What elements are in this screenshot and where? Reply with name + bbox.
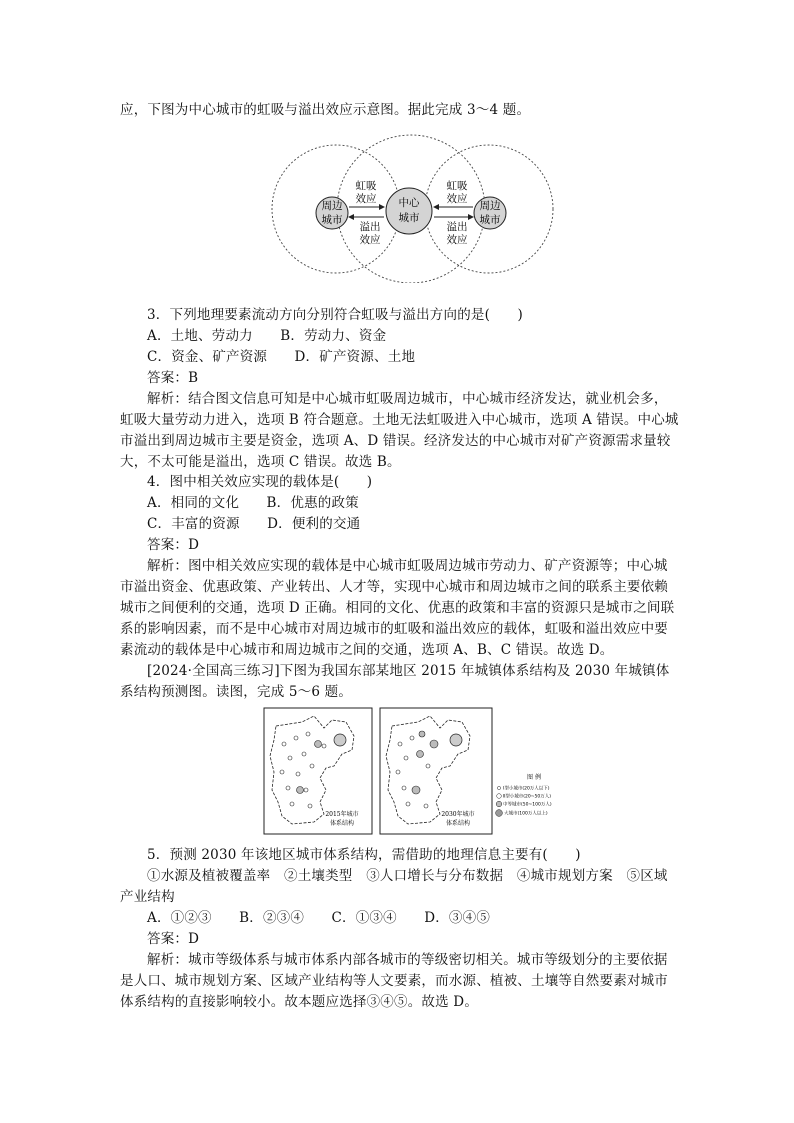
center-city-node xyxy=(386,188,432,234)
q5-items-1: ①水源及植被覆盖率 ②土壤类型 ③人口增长与分布数据 ④城市规划方案 ⑤区域 xyxy=(147,868,668,884)
left-spill-label-2: 效应 xyxy=(359,234,381,246)
center-city-label-1: 中心 xyxy=(398,197,420,209)
q3-analysis-3: 市溢出到周边城市主要是资金，选项 A、D 错误。经济发达的中心城市对矿产资源需求量较 xyxy=(120,433,671,449)
q4-analysis-1: 解析：图中相关效应实现的载体是中心城市虹吸周边城市劳动力、矿产资源等；中心城 xyxy=(147,558,668,574)
map-2030-label-2: 体系结构 xyxy=(445,820,471,827)
q4-analysis-3: 城市之间便利的交通，选项 D 正确。相同的文化、优惠的政策和丰富的资源只是城市之间联 xyxy=(120,600,675,616)
q4-analysis-4: 系的影响因素，而不是中心城市对周边城市的虹吸和溢出效应的载体，虹吸和溢出效应中要 xyxy=(120,621,668,637)
q4-analysis-5: 素流动的载体是中心城市和周边城市之间的交通，选项 A、B、C 错误。故选 D。 xyxy=(120,642,614,658)
legend-item-4: 大城市(100万人以上) xyxy=(504,811,548,817)
left-city-label-2: 城市 xyxy=(321,214,343,226)
q3-stem: 3．下列地理要素流动方向分别符合虹吸与溢出方向的是( ) xyxy=(147,307,523,323)
q5-items-2: 产业结构 xyxy=(120,889,175,905)
q5-options: A．①②③ B．②③④ C．①③④ D．③④⑤ xyxy=(147,910,491,926)
legend-item-1: Ⅰ型小城市(20万人以下) xyxy=(503,786,550,792)
map-2015-label-1: 2015年城市 xyxy=(325,811,359,818)
q4-stem: 4．图中相关效应实现的载体是( ) xyxy=(147,474,373,490)
q3-options-cd: C．资金、矿产资源 D．矿产资源、土地 xyxy=(147,349,416,365)
q4-options-cd: C．丰富的资源 D．便利的交通 xyxy=(147,516,361,532)
q4-analysis-2: 市溢出资金、优惠政策、产业转出、人才等，实现中心城市和周边城市之间的联系主要依赖 xyxy=(120,579,668,595)
map-2030-label-1: 2030年城市 xyxy=(441,811,475,818)
q3-analysis-2: 虹吸大量劳动力进入，选项 B 符合题意。土地无法虹吸进入中心城市，选项 A 错误。中心城 xyxy=(120,412,679,428)
q5-stem: 5．预测 2030 年该地区城市体系结构，需借助的地理信息主要有( ) xyxy=(147,847,581,863)
q3-answer: 答案：B xyxy=(147,370,199,386)
right-spill-label-2: 效应 xyxy=(446,234,468,246)
siphon-spillover-diagram xyxy=(266,133,556,283)
legend-item-2: Ⅱ型小城市(20~50万人) xyxy=(503,794,551,800)
urban-system-maps xyxy=(262,706,494,836)
right-siphon-label-2: 效应 xyxy=(446,193,468,205)
q5-analysis-1: 解析：城市等级体系与城市体系内部各城市的等级密切相关。城市等级划分的主要依据 xyxy=(147,952,668,968)
right-city-label-2: 城市 xyxy=(479,214,501,226)
right-siphon-label-1: 虹吸 xyxy=(446,180,468,192)
left-spill-label-1: 溢出 xyxy=(359,221,381,233)
intro2-line-1: [2024·全国高三练习]下图为我国东部某地区 2015 年城镇体系结构及 2030 年城镇体 xyxy=(147,663,670,679)
map-2015-label-2: 体系结构 xyxy=(329,820,355,827)
q5-analysis-3: 体系结构的直接影响较小。故本题应选择③④⑤。故选 D。 xyxy=(120,994,479,1010)
left-siphon-label-1: 虹吸 xyxy=(355,180,377,192)
q5-answer: 答案：D xyxy=(147,931,200,947)
map-legend xyxy=(494,772,574,822)
intro-line: 应，下图为中心城市的虹吸与溢出效应示意图。据此完成 3～4 题。 xyxy=(120,102,531,118)
q3-analysis-1: 解析：结合图文信息可知是中心城市虹吸周边城市，中心城市经济发达，就业机会多， xyxy=(147,391,668,407)
intro2-line-2: 系结构预测图。读图，完成 5～6 题。 xyxy=(120,684,353,700)
left-siphon-label-2: 效应 xyxy=(355,193,377,205)
legend-title: 图 例 xyxy=(527,774,541,781)
right-spill-label-1: 溢出 xyxy=(446,221,468,233)
q4-options-ab: A．相同的文化 B．优惠的政策 xyxy=(147,495,359,511)
q4-answer: 答案：D xyxy=(147,537,200,553)
legend-item-3: 中等城市(50~100万人) xyxy=(503,802,552,808)
q3-analysis-4: 大，不太可能是溢出，选项 C 错误。故选 B。 xyxy=(120,454,401,470)
right-city-label-1: 周边 xyxy=(479,200,501,212)
center-city-label-2: 城市 xyxy=(398,212,420,224)
q5-analysis-2: 是人口、城市规划方案、区域产业结构等人文要素，而水源、植被、土壤等自然要素对城市 xyxy=(120,973,668,989)
left-city-label-1: 周边 xyxy=(321,200,343,212)
q3-options-ab: A．土地、劳动力 B．劳动力、资金 xyxy=(147,328,387,344)
